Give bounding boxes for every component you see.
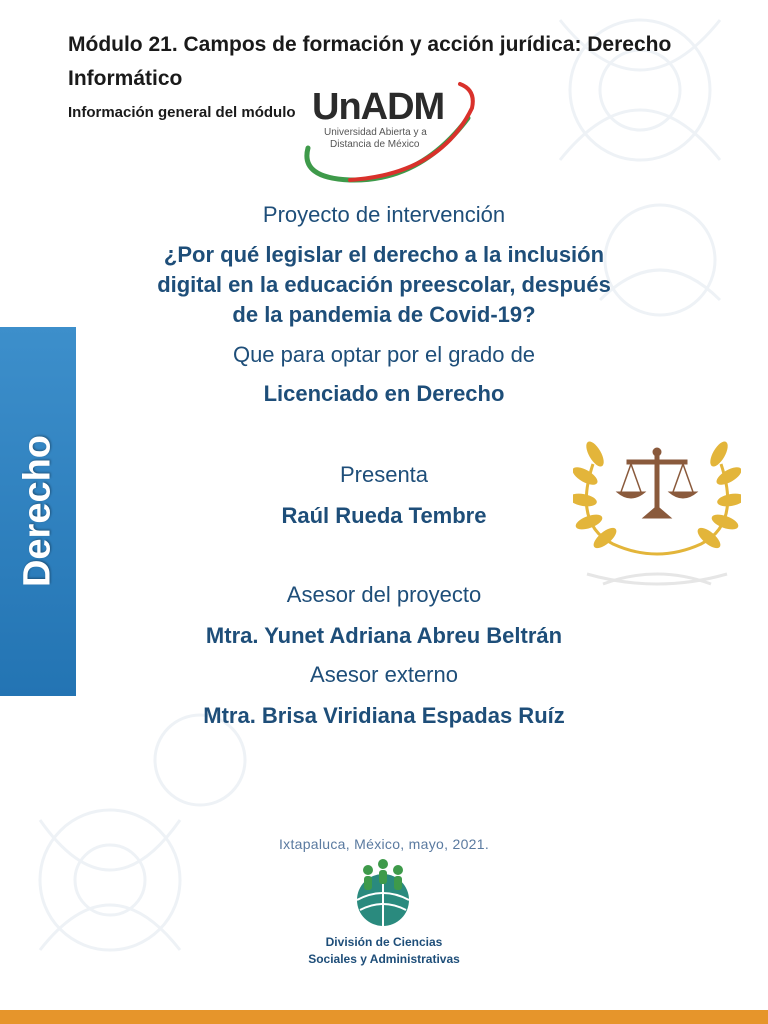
- bottom-accent-bar: [0, 1010, 768, 1024]
- advisor-name: Mtra. Yunet Adriana Abreu Beltrán: [205, 623, 563, 648]
- question-line3: de la pandemia de Covid-19?: [232, 302, 536, 327]
- division-line1: División de Ciencias: [325, 935, 443, 949]
- module-title: Módulo 21. Campos de formación y acción jurídica: Derecho Informático: [68, 33, 672, 90]
- presenter-name: Raúl Rueda Tembre: [281, 503, 487, 528]
- question-line1: ¿Por qué legislar el derecho a la inclusión: [163, 242, 605, 267]
- division-emblem-icon: [348, 856, 418, 930]
- degree-intro: Que para optar por el grado de: [232, 342, 536, 367]
- question-line2: digital en la educación preescolar, después: [157, 272, 611, 297]
- place-date: Ixtapaluca, México, mayo, 2021.: [278, 836, 490, 852]
- external-advisor-label: Asesor externo: [310, 662, 458, 687]
- logo-wordmark: UnADM: [312, 86, 445, 128]
- logo-tagline-line1: Universidad Abierta y a: [324, 127, 427, 138]
- sidebar-label: Derecho: [16, 434, 59, 588]
- external-advisor-name: Mtra. Brisa Viridiana Espadas Ruíz: [203, 703, 565, 728]
- presenter-label: Presenta: [339, 462, 429, 487]
- project-type: Proyecto de intervención: [262, 202, 506, 227]
- unadm-logo: [290, 78, 480, 183]
- module-subtitle: Información general del módulo: [68, 104, 296, 121]
- logo-tagline-line2: Distancia de México: [330, 139, 420, 150]
- justice-scales-laurel-icon: [573, 424, 741, 599]
- degree-name: Licenciado en Derecho: [263, 381, 505, 406]
- division-line2: Sociales y Administrativas: [308, 952, 460, 966]
- advisor-label: Asesor del proyecto: [286, 582, 482, 607]
